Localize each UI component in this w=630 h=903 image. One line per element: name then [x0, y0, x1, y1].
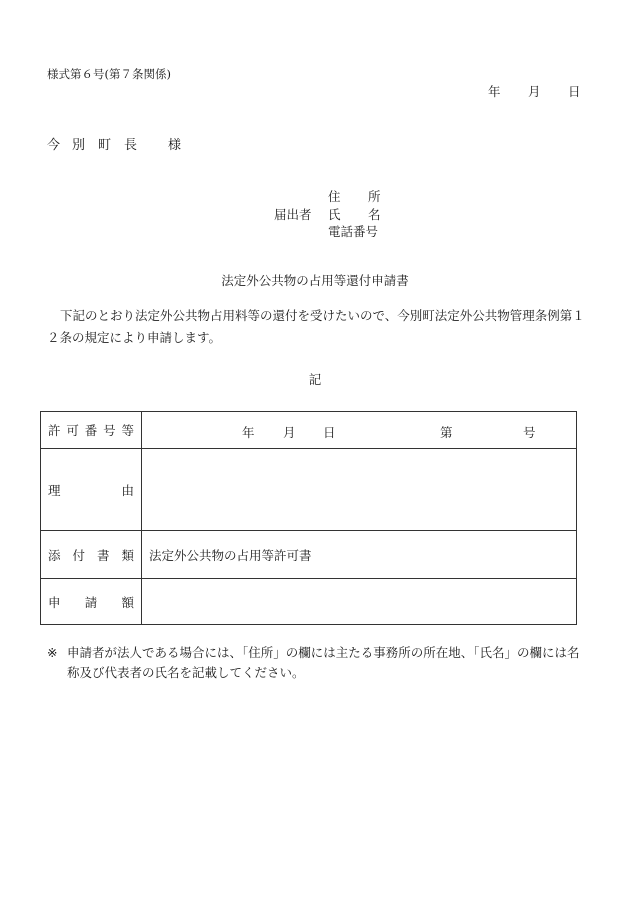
attachment-field[interactable] — [142, 531, 577, 579]
application-table — [40, 411, 577, 625]
submission-date — [0, 82, 630, 98]
address-label-1: 住 — [328, 189, 341, 204]
document-title: 法定外公共物の占用等還付申請書 — [221, 273, 409, 288]
label-char: 類 — [121, 547, 134, 563]
label-char: 書 — [96, 547, 110, 563]
addressee-char: 別 — [72, 138, 86, 153]
ki-heading: 記 — [308, 372, 322, 387]
date-month: 月 — [528, 84, 541, 99]
label-char: 許 — [48, 423, 61, 438]
body-paragraph: 下記のとおり法定外公共物占用料等の還付を受けたいので、今別町法定外公共物管理条例第１２条の規定により申請します。 — [47, 308, 585, 345]
label-char: 請 — [84, 594, 98, 610]
name-label-2: 名 — [368, 207, 381, 222]
note-text: 申請者が法人である場合には、「住所」の欄には主たる事務所の所在地、「氏名」の欄には名称及び代表者の氏名を記載してください。 — [67, 645, 580, 680]
permit-no-prefix: 第 — [440, 425, 453, 440]
addressee-char: 長 — [124, 138, 138, 153]
table-row — [41, 412, 577, 449]
permit-number-field[interactable] — [142, 412, 577, 449]
note-mark: ※ — [47, 645, 58, 660]
address-label-2: 所 — [368, 189, 381, 204]
addressee-honorific: 様 — [168, 138, 182, 153]
label-char: 理 — [48, 482, 61, 498]
table-row — [41, 449, 577, 531]
addressee-char: 町 — [98, 138, 112, 153]
reason-field[interactable] — [142, 449, 577, 531]
label-char: 付 — [72, 547, 85, 563]
form-number: 様式第６号(第７条関係) — [47, 67, 171, 81]
amount-label — [41, 579, 142, 625]
label-char: 等 — [121, 423, 134, 438]
footnote — [47, 643, 607, 687]
label-char: 申 — [48, 594, 61, 610]
addressee-char: 今 — [47, 138, 61, 153]
attachment-label — [41, 531, 142, 579]
label-char: 額 — [121, 594, 134, 610]
attachment-value: 法定外公共物の占用等許可書 — [149, 547, 312, 563]
reason-label — [41, 449, 142, 531]
label-char: 由 — [121, 482, 134, 498]
label-char: 号 — [103, 423, 116, 438]
date-day: 日 — [568, 84, 581, 99]
table-row — [41, 579, 577, 625]
permit-day: 日 — [323, 425, 336, 440]
amount-field[interactable] — [142, 579, 577, 625]
permit-year: 年 — [242, 425, 255, 440]
permit-number-label — [41, 412, 142, 449]
label-char: 可 — [66, 423, 79, 438]
label-char: 添 — [48, 547, 61, 563]
label-char: 番 — [84, 423, 98, 438]
permit-month: 月 — [283, 425, 296, 440]
permit-no-suffix: 号 — [523, 425, 536, 440]
addressee — [47, 134, 207, 152]
phone-label: 電話番号 — [328, 224, 379, 239]
table-row — [41, 531, 577, 579]
applicant-group-label: 届出者 — [274, 207, 312, 222]
name-label-1: 氏 — [328, 207, 341, 222]
date-year: 年 — [488, 84, 501, 99]
